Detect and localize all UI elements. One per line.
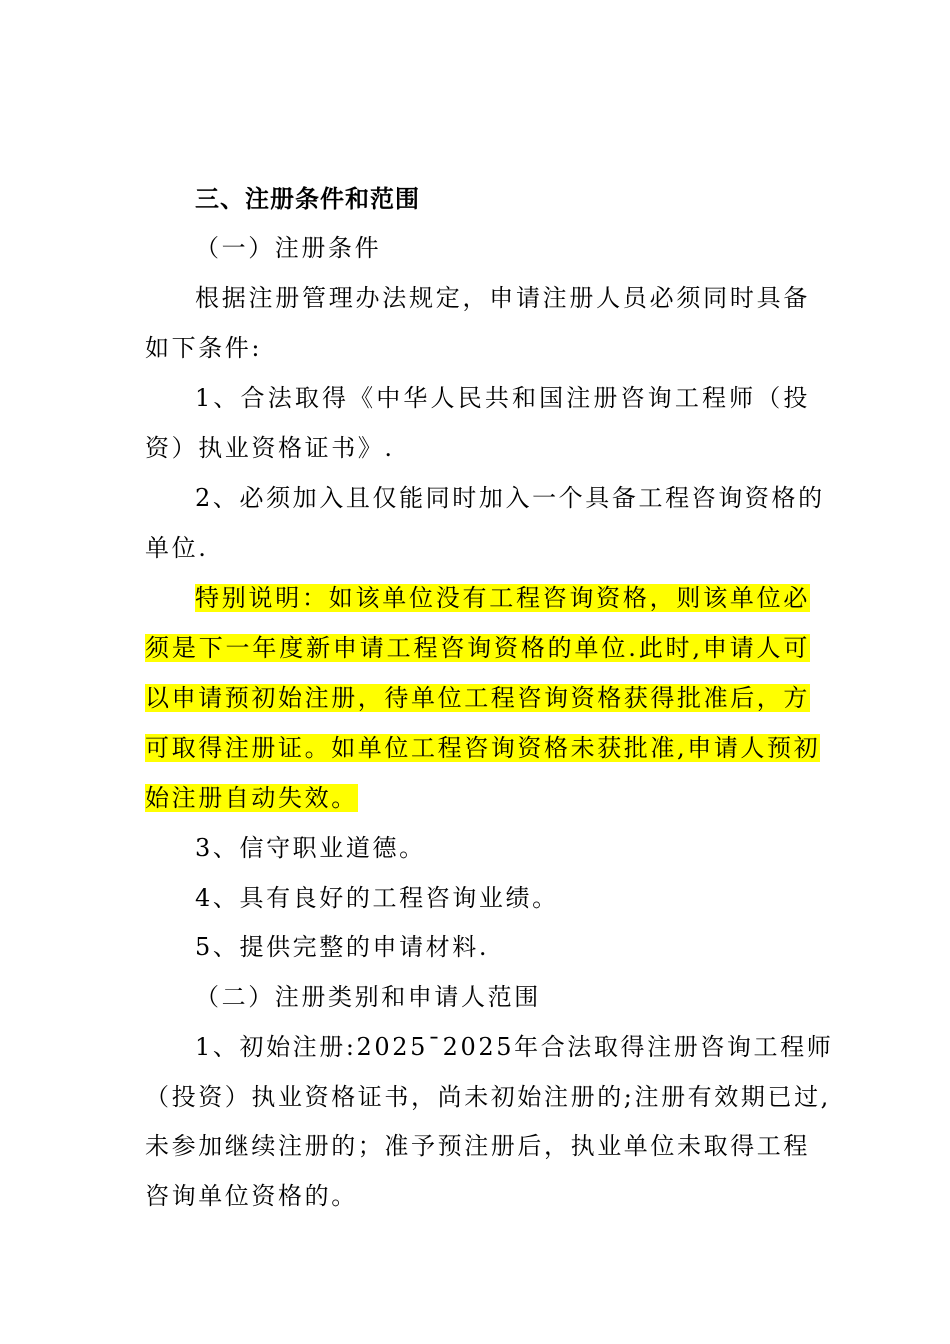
paragraph-line: 如下条件: <box>145 334 263 362</box>
highlighted-note-line <box>145 623 810 673</box>
list-item-3: 3、信守职业道德。 <box>195 834 426 862</box>
highlighted-note-line <box>145 773 810 823</box>
list-item-5: 5、提供完整的申请材料. <box>195 933 490 961</box>
highlight-text: 特别说明：如该单位没有工程咨询资格，则该单位必 <box>195 584 810 612</box>
initial-registration-line: 未参加继续注册的；准予预注册后，执业单位未取得工程 <box>145 1132 810 1160</box>
list-item-2-line: 2、必须加入且仅能同时加入一个具备工程咨询资格的 <box>195 484 825 512</box>
list-item-1-line: 1、合法取得《中华人民共和国注册咨询工程师（投 <box>195 384 810 412</box>
paragraph-line: 根据注册管理办法规定，申请注册人员必须同时具备 <box>195 284 810 312</box>
initial-registration-line: 咨询单位资格的。 <box>145 1182 358 1210</box>
subsection-title-2: （二）注册类别和申请人范围 <box>195 983 541 1011</box>
initial-registration-line: （投资）执业资格证书，尚未初始注册的;注册有效期已过, <box>145 1083 831 1111</box>
list-item-1-line: 资）执业资格证书》. <box>145 434 395 462</box>
list-item-2-line: 单位. <box>145 534 209 562</box>
highlighted-note-line <box>145 673 810 723</box>
subsection-title-1: （一）注册条件 <box>195 234 382 262</box>
initial-registration-line: 1、初始注册:2025¯2025年合法取得注册咨询工程师 <box>195 1033 834 1061</box>
highlight-text: 可取得注册证。如单位工程咨询资格未获批准,申请人预初 <box>145 734 821 762</box>
list-item-4: 4、具有良好的工程咨询业绩。 <box>195 884 559 912</box>
highlighted-note-line <box>195 573 810 623</box>
highlight-text: 始注册自动失效。 <box>145 784 358 812</box>
section-title: 三、注册条件和范围 <box>195 184 420 213</box>
highlight-text: 须是下一年度新申请工程咨询资格的单位.此时,申请人可 <box>145 634 810 662</box>
highlight-text: 以申请预初始注册，待单位工程咨询资格获得批准后，方 <box>145 684 810 712</box>
highlighted-note-line <box>145 723 821 773</box>
